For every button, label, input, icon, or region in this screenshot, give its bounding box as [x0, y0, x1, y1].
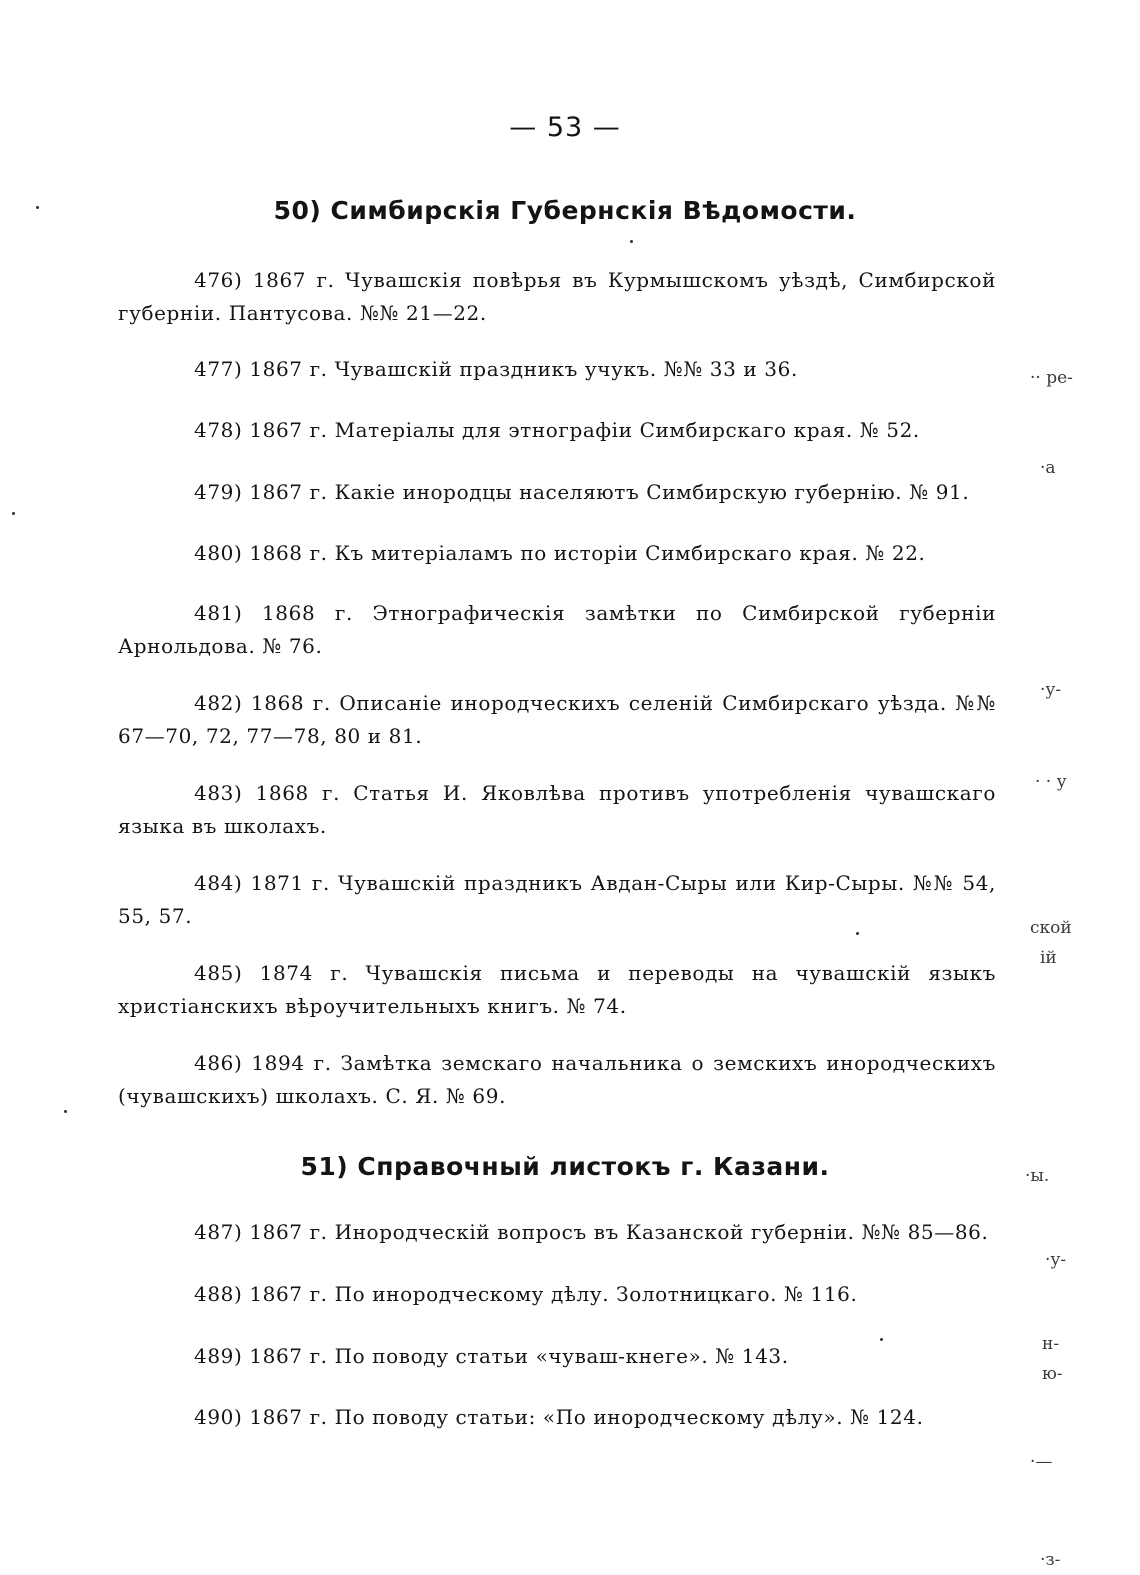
margin-fragment: ской: [1030, 918, 1072, 938]
margin-fragment: ·у-: [1040, 680, 1062, 700]
scan-speck: [630, 240, 633, 243]
margin-fragment: ·—: [1030, 1452, 1053, 1472]
list-item: 477) 1867 г. Чувашскій праздникъ учукъ. №№ 33 и 36.: [194, 357, 798, 381]
list-item: 488) 1867 г. По инородческому дѣлу. Золотницкаго. № 116.: [194, 1282, 858, 1306]
list-item: 483) 1868 г. Статья И. Яковлѣва противъ употребленія чувашскаго языка въ школахъ.: [118, 781, 996, 838]
list-item: 487) 1867 г. Инородческій вопросъ въ Казанской губерніи. №№ 85—86.: [194, 1220, 989, 1244]
scan-speck: [36, 206, 39, 209]
list-item: 479) 1867 г. Какіе инородцы населяютъ Симбирскую губернію. № 91.: [194, 480, 970, 504]
list-item: 490) 1867 г. По поводу статьи: «По инородческому дѣлу». № 124.: [194, 1405, 924, 1429]
list-item: 489) 1867 г. По поводу статьи «чуваш-кнеге». № 143.: [194, 1344, 789, 1368]
section-title-simbirsk: 50) Симбирскія Губернскія Вѣдомости.: [273, 196, 857, 225]
list-item: 485) 1874 г. Чувашскія письма и переводы на чувашскій языкъ христіанскихъ вѣроучительныхъ книгъ. № 74.: [118, 961, 996, 1018]
scan-speck: [856, 932, 859, 935]
margin-fragment: ·з-: [1040, 1550, 1061, 1570]
scan-speck: [12, 512, 15, 515]
list-item: 484) 1871 г. Чувашскій праздникъ Авдан-Сыры или Кир-Сыры. №№ 54, 55, 57.: [118, 871, 996, 928]
list-item: 481) 1868 г. Этнографическія замѣтки по Симбирской губерніи Арнольдова. № 76.: [118, 601, 996, 658]
margin-fragment: н-: [1042, 1334, 1060, 1354]
margin-fragment: ю-: [1042, 1364, 1063, 1384]
list-item: 480) 1868 г. Къ митеріаламъ по исторіи Симбирскаго края. № 22.: [194, 541, 926, 565]
list-item: 476) 1867 г. Чувашскія повѣрья въ Курмышскомъ уѣздѣ, Симбирской губерніи. Пантусова. №№ 21—22.: [118, 268, 996, 325]
scan-speck: [880, 1338, 883, 1341]
section-title-kazan: 51) Справочный листокъ г. Казани.: [300, 1152, 830, 1181]
margin-fragment: ·а: [1040, 458, 1056, 478]
page-number: — 53 —: [509, 112, 621, 143]
margin-fragment: · · у: [1035, 772, 1067, 792]
scan-speck: [64, 1110, 67, 1113]
margin-fragment: ·у-: [1045, 1250, 1067, 1270]
margin-fragment: ій: [1040, 948, 1057, 968]
margin-fragment: ·· ре-: [1030, 368, 1073, 388]
list-item: 486) 1894 г. Замѣтка земскаго начальника о земскихъ инородческихъ (чувашскихъ) школахъ. С. Я. № 69.: [118, 1051, 996, 1108]
list-item: 478) 1867 г. Матеріалы для этнографіи Симбирскаго края. № 52.: [194, 418, 920, 442]
margin-fragment: ·ы.: [1025, 1166, 1050, 1186]
list-item: 482) 1868 г. Описаніе инородческихъ селеній Симбирскаго уѣзда. №№ 67—70, 72, 77—78, 80 и 81.: [118, 691, 996, 748]
